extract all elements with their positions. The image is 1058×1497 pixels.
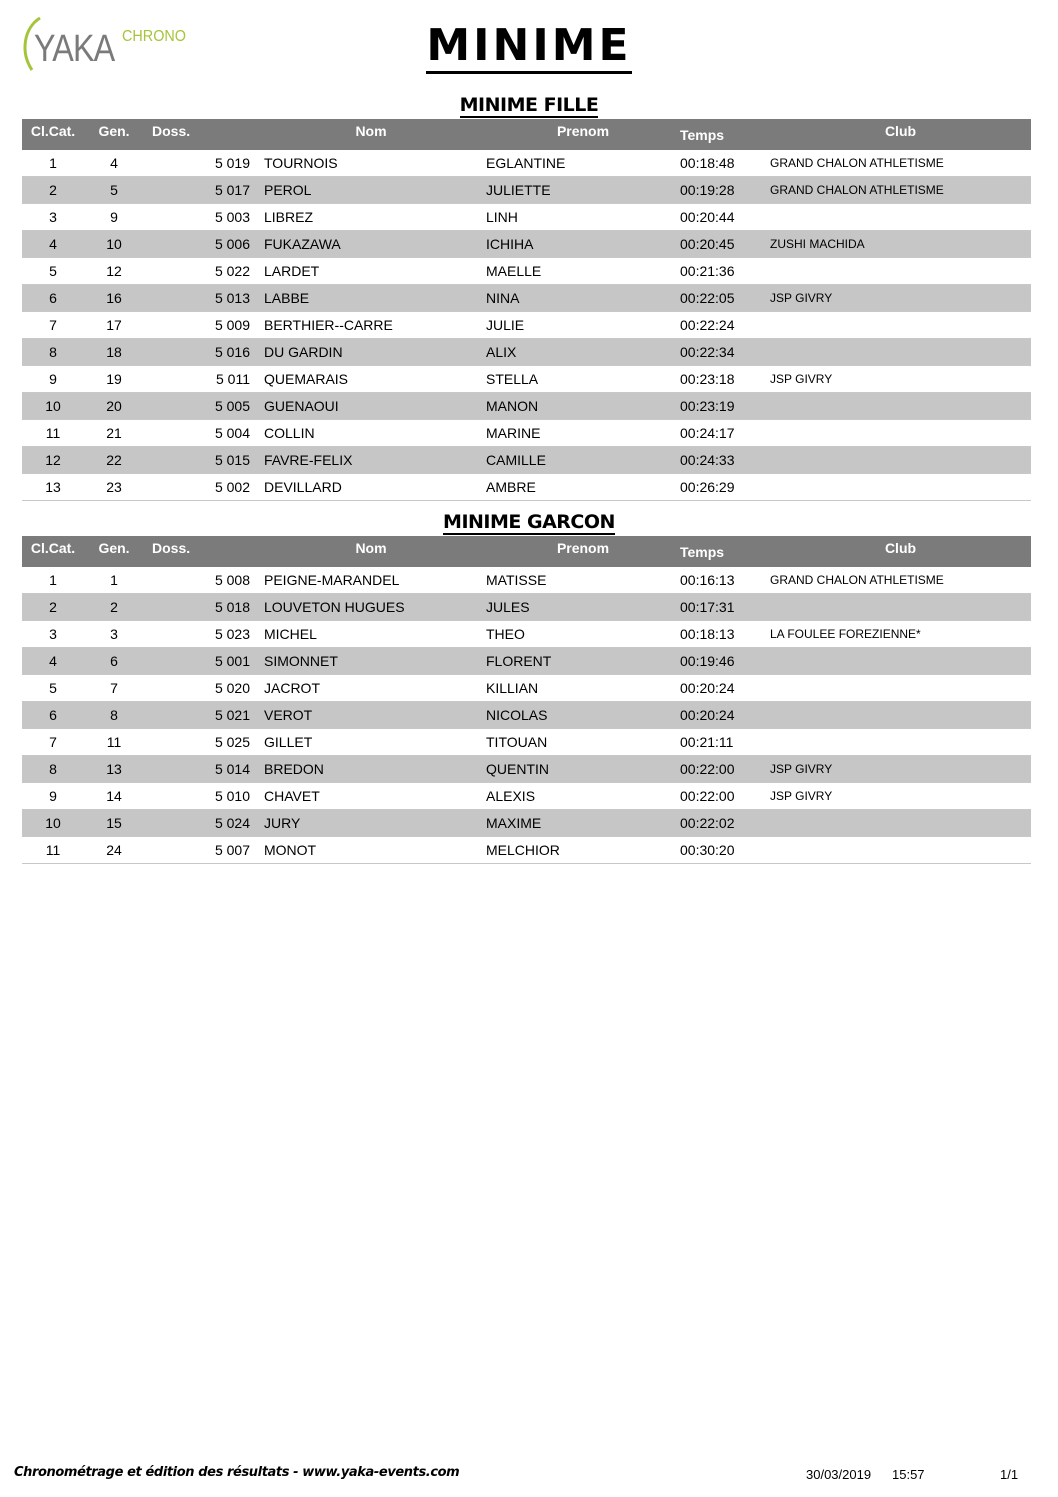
- cell-club: [770, 729, 1031, 756]
- cell-nom: VEROT: [256, 702, 486, 729]
- cell-nom: QUEMARAIS: [256, 366, 486, 393]
- cell-rank: 11: [22, 420, 84, 447]
- cell-gen: 18: [84, 339, 144, 366]
- cell-temps: 00:20:24: [680, 675, 770, 702]
- table-row: [22, 366, 1031, 393]
- cell-prenom: KILLIAN: [486, 675, 680, 702]
- cell-club: JSP GIVRY: [770, 285, 1031, 312]
- cell-prenom: ALEXIS: [486, 783, 680, 810]
- cell-gen: 10: [84, 231, 144, 258]
- cell-nom: FUKAZAWA: [256, 231, 486, 258]
- cell-rank: 1: [22, 150, 84, 177]
- cell-rank: 5: [22, 675, 84, 702]
- cell-rank: 2: [22, 594, 84, 621]
- cell-doss: 5 004: [144, 420, 256, 447]
- cell-nom: JURY: [256, 810, 486, 837]
- cell-doss: 5 010: [144, 783, 256, 810]
- cell-prenom: NICOLAS: [486, 702, 680, 729]
- section-title-fille: MINIME FILLE: [459, 94, 599, 116]
- cell-doss: 5 002: [144, 474, 256, 501]
- col-header-prenom: Prenom: [486, 536, 680, 567]
- cell-nom: CHAVET: [256, 783, 486, 810]
- col-header-prenom: Prenom: [486, 119, 680, 150]
- cell-doss: 5 015: [144, 447, 256, 474]
- table-row: [22, 783, 1031, 810]
- cell-prenom: MARINE: [486, 420, 680, 447]
- table-row: [22, 837, 1031, 864]
- cell-doss: 5 022: [144, 258, 256, 285]
- cell-gen: 3: [84, 621, 144, 648]
- cell-club: GRAND CHALON ATHLETISME: [770, 177, 1031, 204]
- table-row: [22, 420, 1031, 447]
- cell-nom: TOURNOIS: [256, 150, 486, 177]
- cell-club: ZUSHI MACHIDA: [770, 231, 1031, 258]
- cell-prenom: JULIE: [486, 312, 680, 339]
- table-row: [22, 567, 1031, 594]
- col-header-doss: Doss.: [144, 119, 256, 150]
- cell-gen: 23: [84, 474, 144, 501]
- cell-nom: BREDON: [256, 756, 486, 783]
- cell-club: [770, 420, 1031, 447]
- cell-gen: 14: [84, 783, 144, 810]
- col-header-doss: Doss.: [144, 536, 256, 567]
- cell-prenom: MAELLE: [486, 258, 680, 285]
- footer-page-number: 1/1: [1000, 1467, 1019, 1482]
- cell-nom: PEIGNE-MARANDEL: [256, 567, 486, 594]
- cell-nom: MONOT: [256, 837, 486, 864]
- cell-gen: 21: [84, 420, 144, 447]
- table-header-row: [22, 119, 1031, 150]
- col-header-rank: Cl.Cat.: [22, 119, 84, 150]
- col-header-nom: Nom: [256, 536, 486, 567]
- cell-prenom: NINA: [486, 285, 680, 312]
- cell-gen: 5: [84, 177, 144, 204]
- cell-prenom: MATISSE: [486, 567, 680, 594]
- cell-temps: 00:17:31: [680, 594, 770, 621]
- cell-doss: 5 013: [144, 285, 256, 312]
- cell-gen: 7: [84, 675, 144, 702]
- cell-temps: 00:24:17: [680, 420, 770, 447]
- cell-gen: 12: [84, 258, 144, 285]
- cell-doss: 5 001: [144, 648, 256, 675]
- cell-prenom: MELCHIOR: [486, 837, 680, 864]
- cell-nom: LOUVETON HUGUES: [256, 594, 486, 621]
- cell-prenom: LINH: [486, 204, 680, 231]
- cell-club: JSP GIVRY: [770, 366, 1031, 393]
- cell-prenom: JULES: [486, 594, 680, 621]
- table-header-row: [22, 536, 1031, 567]
- table-row: [22, 702, 1031, 729]
- cell-rank: 10: [22, 810, 84, 837]
- cell-rank: 7: [22, 312, 84, 339]
- col-header-rank: Cl.Cat.: [22, 536, 84, 567]
- cell-temps: 00:22:00: [680, 783, 770, 810]
- cell-temps: 00:18:13: [680, 621, 770, 648]
- cell-temps: 00:22:24: [680, 312, 770, 339]
- cell-rank: 8: [22, 339, 84, 366]
- cell-prenom: FLORENT: [486, 648, 680, 675]
- table-row: [22, 648, 1031, 675]
- cell-doss: 5 005: [144, 393, 256, 420]
- cell-prenom: ICHIHA: [486, 231, 680, 258]
- cell-rank: 3: [22, 621, 84, 648]
- cell-doss: 5 014: [144, 756, 256, 783]
- cell-club: [770, 837, 1031, 864]
- cell-club: [770, 648, 1031, 675]
- cell-temps: 00:24:33: [680, 447, 770, 474]
- cell-rank: 7: [22, 729, 84, 756]
- cell-temps: 00:23:18: [680, 366, 770, 393]
- cell-gen: 2: [84, 594, 144, 621]
- cell-prenom: MAXIME: [486, 810, 680, 837]
- col-header-temps: Temps: [680, 119, 770, 150]
- cell-doss: 5 024: [144, 810, 256, 837]
- table-row: [22, 393, 1031, 420]
- cell-club: [770, 204, 1031, 231]
- results-table-fille: [22, 119, 1031, 501]
- cell-prenom: QUENTIN: [486, 756, 680, 783]
- table-body-fille: [22, 150, 1031, 501]
- cell-gen: 11: [84, 729, 144, 756]
- cell-gen: 16: [84, 285, 144, 312]
- cell-rank: 9: [22, 783, 84, 810]
- cell-club: [770, 447, 1031, 474]
- cell-doss: 5 007: [144, 837, 256, 864]
- cell-gen: 22: [84, 447, 144, 474]
- table-row: [22, 474, 1031, 501]
- results-table-garcon: [22, 536, 1031, 864]
- table-row: [22, 675, 1031, 702]
- cell-doss: 5 021: [144, 702, 256, 729]
- cell-doss: 5 016: [144, 339, 256, 366]
- cell-rank: 4: [22, 231, 84, 258]
- cell-gen: 13: [84, 756, 144, 783]
- footer-credit: Chronométrage et édition des résultats - www.yaka-events.com: [14, 1465, 460, 1480]
- cell-rank: 13: [22, 474, 84, 501]
- cell-doss: 5 023: [144, 621, 256, 648]
- cell-gen: 24: [84, 837, 144, 864]
- cell-gen: 15: [84, 810, 144, 837]
- cell-doss: 5 019: [144, 150, 256, 177]
- cell-temps: 00:23:19: [680, 393, 770, 420]
- cell-temps: 00:22:00: [680, 756, 770, 783]
- cell-rank: 3: [22, 204, 84, 231]
- cell-nom: MICHEL: [256, 621, 486, 648]
- table-body-garcon: [22, 567, 1031, 864]
- footer-time: 15:57: [892, 1467, 925, 1482]
- cell-nom: GUENAOUI: [256, 393, 486, 420]
- cell-prenom: STELLA: [486, 366, 680, 393]
- cell-temps: 00:20:45: [680, 231, 770, 258]
- cell-nom: BERTHIER--CARRE: [256, 312, 486, 339]
- cell-temps: 00:20:44: [680, 204, 770, 231]
- cell-doss: 5 018: [144, 594, 256, 621]
- cell-club: GRAND CHALON ATHLETISME: [770, 567, 1031, 594]
- cell-temps: 00:30:20: [680, 837, 770, 864]
- table-row: [22, 177, 1031, 204]
- table-row: [22, 285, 1031, 312]
- cell-club: [770, 474, 1031, 501]
- cell-prenom: EGLANTINE: [486, 150, 680, 177]
- cell-temps: 00:22:05: [680, 285, 770, 312]
- cell-prenom: ALIX: [486, 339, 680, 366]
- cell-temps: 00:19:28: [680, 177, 770, 204]
- col-header-gen: Gen.: [84, 536, 144, 567]
- cell-rank: 11: [22, 837, 84, 864]
- cell-nom: LABBE: [256, 285, 486, 312]
- page-title: MINIME: [0, 22, 1058, 70]
- table-row: [22, 447, 1031, 474]
- logo-brand: YAKA: [34, 28, 115, 70]
- cell-temps: 00:26:29: [680, 474, 770, 501]
- cell-nom: PEROL: [256, 177, 486, 204]
- cell-rank: 12: [22, 447, 84, 474]
- cell-temps: 00:19:46: [680, 648, 770, 675]
- cell-temps: 00:20:24: [680, 702, 770, 729]
- cell-temps: 00:16:13: [680, 567, 770, 594]
- cell-club: [770, 594, 1031, 621]
- cell-prenom: TITOUAN: [486, 729, 680, 756]
- cell-temps: 00:21:11: [680, 729, 770, 756]
- cell-temps: 00:22:34: [680, 339, 770, 366]
- cell-nom: COLLIN: [256, 420, 486, 447]
- cell-nom: LARDET: [256, 258, 486, 285]
- table-row: [22, 594, 1031, 621]
- cell-gen: 1: [84, 567, 144, 594]
- cell-gen: 20: [84, 393, 144, 420]
- cell-gen: 4: [84, 150, 144, 177]
- col-header-club: Club: [770, 119, 1031, 150]
- table-row: [22, 621, 1031, 648]
- cell-rank: 8: [22, 756, 84, 783]
- cell-prenom: MANON: [486, 393, 680, 420]
- cell-nom: LIBREZ: [256, 204, 486, 231]
- cell-club: JSP GIVRY: [770, 783, 1031, 810]
- cell-prenom: JULIETTE: [486, 177, 680, 204]
- cell-rank: 2: [22, 177, 84, 204]
- cell-temps: 00:22:02: [680, 810, 770, 837]
- cell-doss: 5 020: [144, 675, 256, 702]
- cell-rank: 10: [22, 393, 84, 420]
- table-row: [22, 231, 1031, 258]
- cell-nom: JACROT: [256, 675, 486, 702]
- table-row: [22, 810, 1031, 837]
- cell-doss: 5 011: [144, 366, 256, 393]
- cell-rank: 1: [22, 567, 84, 594]
- table-row: [22, 756, 1031, 783]
- cell-rank: 5: [22, 258, 84, 285]
- col-header-gen: Gen.: [84, 119, 144, 150]
- table-row: [22, 150, 1031, 177]
- cell-prenom: CAMILLE: [486, 447, 680, 474]
- cell-club: [770, 810, 1031, 837]
- cell-club: LA FOULEE FOREZIENNE*: [770, 621, 1031, 648]
- cell-club: [770, 339, 1031, 366]
- cell-temps: 00:21:36: [680, 258, 770, 285]
- cell-prenom: THEO: [486, 621, 680, 648]
- table-row: [22, 258, 1031, 285]
- table-row: [22, 312, 1031, 339]
- cell-club: JSP GIVRY: [770, 756, 1031, 783]
- cell-club: [770, 675, 1031, 702]
- cell-gen: 17: [84, 312, 144, 339]
- cell-rank: 4: [22, 648, 84, 675]
- col-header-nom: Nom: [256, 119, 486, 150]
- footer-date: 30/03/2019: [806, 1467, 872, 1482]
- cell-nom: DEVILLARD: [256, 474, 486, 501]
- cell-temps: 00:18:48: [680, 150, 770, 177]
- logo-suffix: CHRONO: [122, 28, 186, 45]
- table-row: [22, 204, 1031, 231]
- cell-club: GRAND CHALON ATHLETISME: [770, 150, 1031, 177]
- col-header-temps: Temps: [680, 536, 770, 567]
- cell-club: [770, 312, 1031, 339]
- cell-rank: 6: [22, 702, 84, 729]
- cell-rank: 6: [22, 285, 84, 312]
- cell-nom: DU GARDIN: [256, 339, 486, 366]
- cell-rank: 9: [22, 366, 84, 393]
- cell-doss: 5 017: [144, 177, 256, 204]
- cell-nom: SIMONNET: [256, 648, 486, 675]
- cell-doss: 5 003: [144, 204, 256, 231]
- cell-doss: 5 009: [144, 312, 256, 339]
- cell-nom: FAVRE-FELIX: [256, 447, 486, 474]
- cell-doss: 5 008: [144, 567, 256, 594]
- col-header-club: Club: [770, 536, 1031, 567]
- cell-doss: 5 006: [144, 231, 256, 258]
- cell-prenom: AMBRE: [486, 474, 680, 501]
- cell-nom: GILLET: [256, 729, 486, 756]
- cell-gen: 9: [84, 204, 144, 231]
- section-title-garcon: MINIME GARCON: [443, 511, 615, 533]
- cell-club: [770, 702, 1031, 729]
- cell-club: [770, 258, 1031, 285]
- cell-gen: 19: [84, 366, 144, 393]
- table-row: [22, 339, 1031, 366]
- cell-club: [770, 393, 1031, 420]
- table-row: [22, 729, 1031, 756]
- cell-gen: 6: [84, 648, 144, 675]
- cell-gen: 8: [84, 702, 144, 729]
- cell-doss: 5 025: [144, 729, 256, 756]
